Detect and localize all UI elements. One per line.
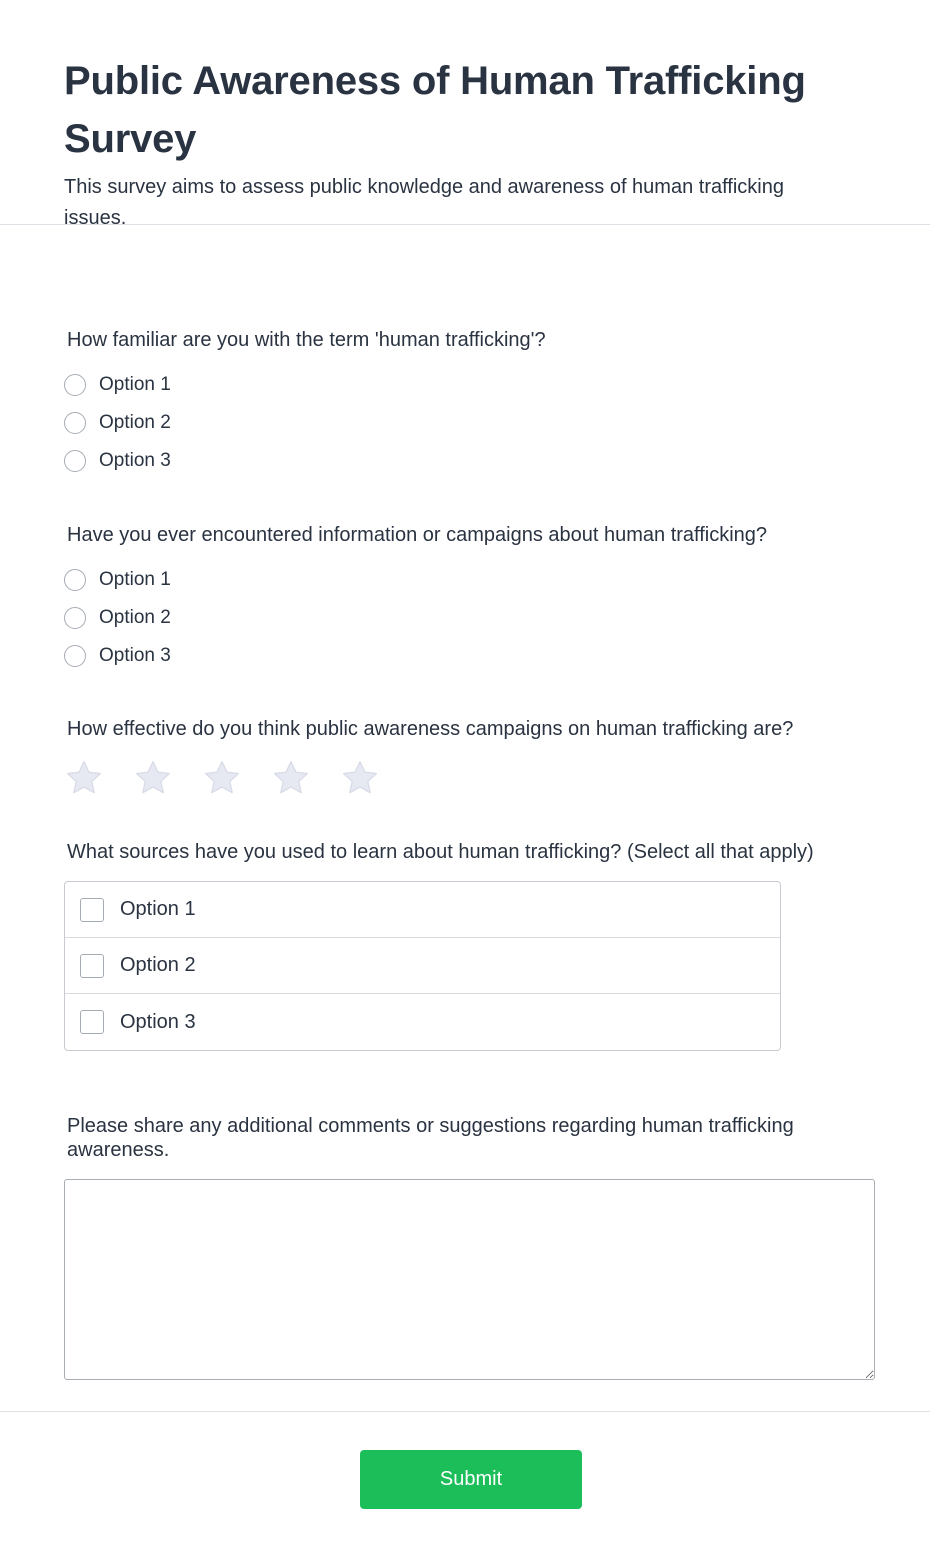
page-title: Public Awareness of Human Trafficking Survey: [64, 59, 806, 161]
checkbox-option-label: Option 2: [120, 954, 196, 976]
question-label: How familiar are you with the term 'human trafficking'?: [67, 329, 546, 351]
checkbox[interactable]: [80, 1010, 104, 1034]
survey-footer: [0, 1411, 930, 1490]
radio-option-label: Option 1: [99, 374, 171, 395]
radio-button[interactable]: [64, 374, 86, 396]
star-icon[interactable]: [133, 758, 173, 798]
star-rating: [64, 758, 875, 798]
radio-option-label: Option 2: [99, 607, 171, 628]
survey-description: This survey aims to assess public knowledge and awareness of human trafficking issues.: [64, 176, 784, 229]
star-icon[interactable]: [202, 758, 242, 798]
radio-option-label: Option 3: [99, 645, 171, 666]
checkbox-option[interactable]: [65, 994, 780, 1050]
radio-option-label: Option 1: [99, 569, 171, 590]
checkbox-group: [64, 881, 781, 1051]
question-encountered: [64, 523, 875, 675]
question-label: Please share any additional comments or suggestions regarding human trafficking awareness.: [67, 1115, 794, 1161]
question-effectiveness: [64, 717, 875, 798]
radio-option[interactable]: [64, 442, 875, 480]
star-icon[interactable]: [64, 758, 104, 798]
survey-header: [0, 0, 930, 229]
question-label: How effective do you think public awareness campaigns on human trafficking are?: [67, 718, 794, 740]
comments-textarea[interactable]: [64, 1179, 875, 1380]
radio-option[interactable]: [64, 404, 875, 442]
radio-option[interactable]: [64, 637, 875, 675]
checkbox-option[interactable]: [65, 938, 780, 994]
question-label: What sources have you used to learn about human trafficking? (Select all that apply): [67, 841, 814, 863]
checkbox-option-label: Option 1: [120, 898, 196, 920]
question-label: Have you ever encountered information or campaigns about human trafficking?: [67, 524, 768, 546]
radio-button[interactable]: [64, 645, 86, 667]
question-sources: [64, 840, 875, 1051]
radio-option[interactable]: [64, 561, 875, 599]
checkbox-option[interactable]: [65, 882, 780, 938]
question-familiarity: [64, 328, 875, 480]
star-icon[interactable]: [340, 758, 380, 798]
star-icon[interactable]: [271, 758, 311, 798]
radio-group: [64, 366, 875, 480]
question-comments: [64, 1114, 875, 1380]
radio-option-label: Option 2: [99, 412, 171, 433]
checkbox[interactable]: [80, 954, 104, 978]
radio-option-label: Option 3: [99, 450, 171, 471]
radio-button[interactable]: [64, 450, 86, 472]
radio-group: [64, 561, 875, 675]
radio-button[interactable]: [64, 607, 86, 629]
radio-option[interactable]: [64, 599, 875, 637]
checkbox-option-label: Option 3: [120, 1010, 196, 1033]
radio-button[interactable]: [64, 569, 86, 591]
submit-button[interactable]: Submit: [360, 1450, 582, 1509]
checkbox[interactable]: [80, 898, 104, 922]
radio-option[interactable]: [64, 366, 875, 404]
radio-button[interactable]: [64, 412, 86, 434]
